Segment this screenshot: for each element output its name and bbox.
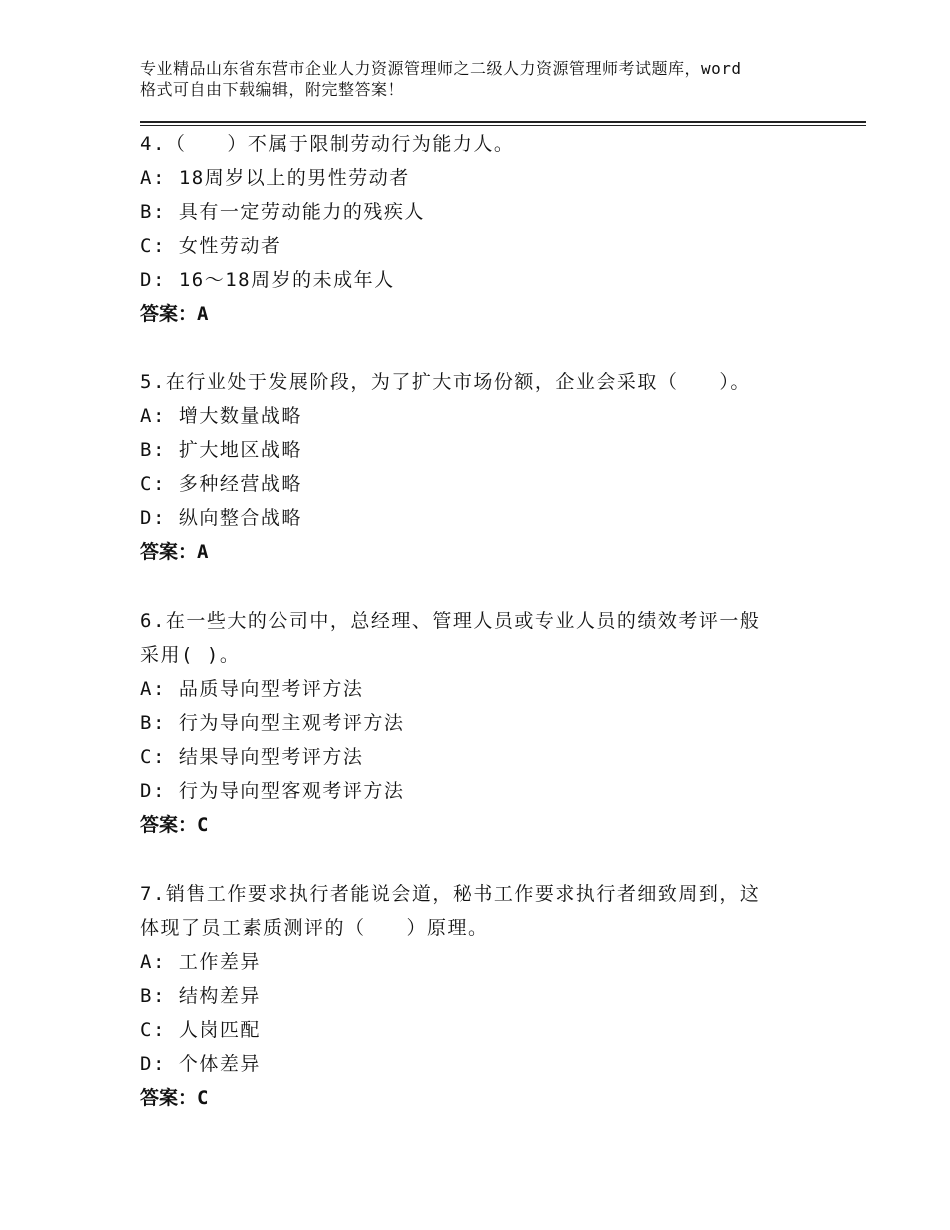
option-b: B: 行为导向型主观考评方法 (140, 712, 405, 734)
option-d: D: 16～18周岁的未成年人 (140, 269, 395, 291)
option-c: C: 女性劳动者 (140, 235, 282, 257)
option-d: D: 纵向整合战略 (140, 507, 302, 529)
option-d: D: 个体差异 (140, 1053, 261, 1075)
option-a: A: 品质导向型考评方法 (140, 678, 364, 700)
question-text: 4.（ ）不属于限制劳动行为能力人。 (140, 133, 515, 155)
answer: 答案：C (140, 814, 209, 836)
option-a: A: 增大数量战略 (140, 405, 302, 427)
header-rule-thin (140, 125, 866, 126)
option-b: B: 具有一定劳动能力的残疾人 (140, 201, 425, 223)
question-6 (140, 604, 820, 842)
option-c: C: 多种经营战略 (140, 473, 302, 495)
header-rule-thick (140, 121, 866, 123)
question-text-line-1: 6.在一些大的公司中，总经理、管理人员或专业人员的绩效考评一般 (140, 610, 761, 632)
header-line-1: 专业精品山东省东营市企业人力资源管理师之二级人力资源管理师考试题库，word (140, 59, 742, 78)
header-line-2: 格式可自由下载编辑，附完整答案！ (140, 80, 405, 99)
option-a: A: 工作差异 (140, 951, 261, 973)
option-c: C: 结果导向型考评方法 (140, 746, 364, 768)
option-c: C: 人岗匹配 (140, 1019, 261, 1041)
answer: 答案：C (140, 1087, 209, 1109)
question-7 (140, 877, 820, 1115)
option-a: A: 18周岁以上的男性劳动者 (140, 167, 410, 189)
question-5 (140, 365, 820, 569)
answer: 答案：A (140, 541, 209, 563)
option-d: D: 行为导向型客观考评方法 (140, 780, 405, 802)
question-text-line-2: 体现了员工素质测评的（ ）原理。 (140, 917, 489, 939)
question-text-line-2: 采用( )。 (140, 644, 241, 666)
question-text-line-1: 7.销售工作要求执行者能说会道，秘书工作要求执行者细致周到，这 (140, 883, 761, 905)
answer: 答案：A (140, 303, 209, 325)
option-b: B: 结构差异 (140, 985, 261, 1007)
document-header (140, 58, 830, 100)
question-text: 5.在行业处于发展阶段，为了扩大市场份额，企业会采取（ ）。 (140, 371, 751, 393)
option-b: B: 扩大地区战略 (140, 439, 302, 461)
question-4 (140, 127, 820, 331)
